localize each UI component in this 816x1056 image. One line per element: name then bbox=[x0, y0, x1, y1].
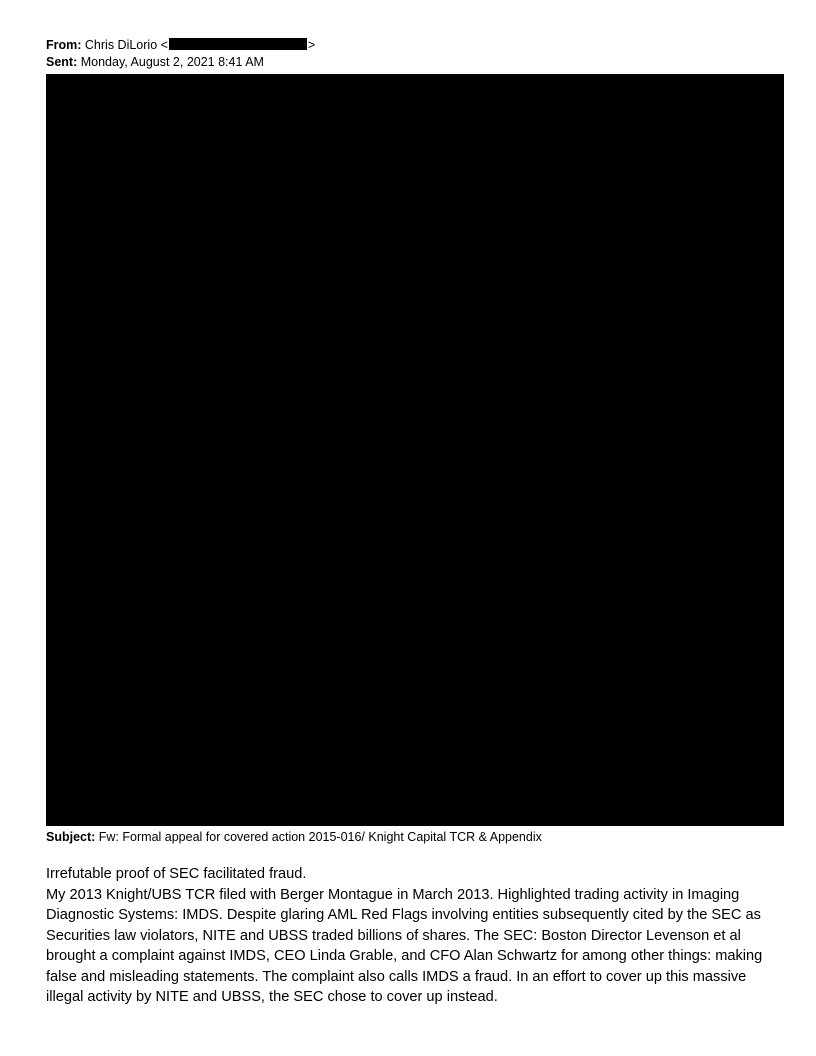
sent-label: Sent: bbox=[46, 55, 78, 69]
body-paragraph: My 2013 Knight/UBS TCR filed with Berger Montague in March 2013. Highlighted trading activity in Imaging Diagnostic Systems: IMDS. Despite glaring AML Red Flags involving entities subsequently cited by the SEC as Securities law violators, NITE and UBSS traded billions of shares. The SEC: Boston Director Levenson et al brought a complaint against IMDS, CEO Linda Grable, and CFO Alan Schwartz for among other things: making false and misleading statements. The complaint also calls IMDS a fraud. In an effort to cover up this massive illegal activity by NITE and UBSS, the SEC chose to cover up instead. bbox=[46, 886, 763, 1005]
sent-line bbox=[46, 54, 264, 70]
from-label: From: bbox=[46, 38, 82, 52]
subject-label: Subject: bbox=[46, 830, 96, 844]
sent-value: Monday, August 2, 2021 8:41 AM bbox=[80, 55, 264, 69]
from-name: Chris DiLorio < bbox=[84, 38, 168, 52]
body-line-1: Irrefutable proof of SEC facilitated fraud. bbox=[46, 866, 307, 882]
from-line bbox=[46, 37, 315, 53]
redacted-recipients-block bbox=[46, 74, 784, 826]
email-redaction bbox=[169, 38, 307, 50]
subject-line bbox=[46, 829, 542, 845]
email-body bbox=[46, 864, 776, 1008]
from-close: > bbox=[307, 38, 316, 52]
subject-value: Fw: Formal appeal for covered action 2015-016/ Knight Capital TCR & Appendix bbox=[98, 830, 542, 844]
